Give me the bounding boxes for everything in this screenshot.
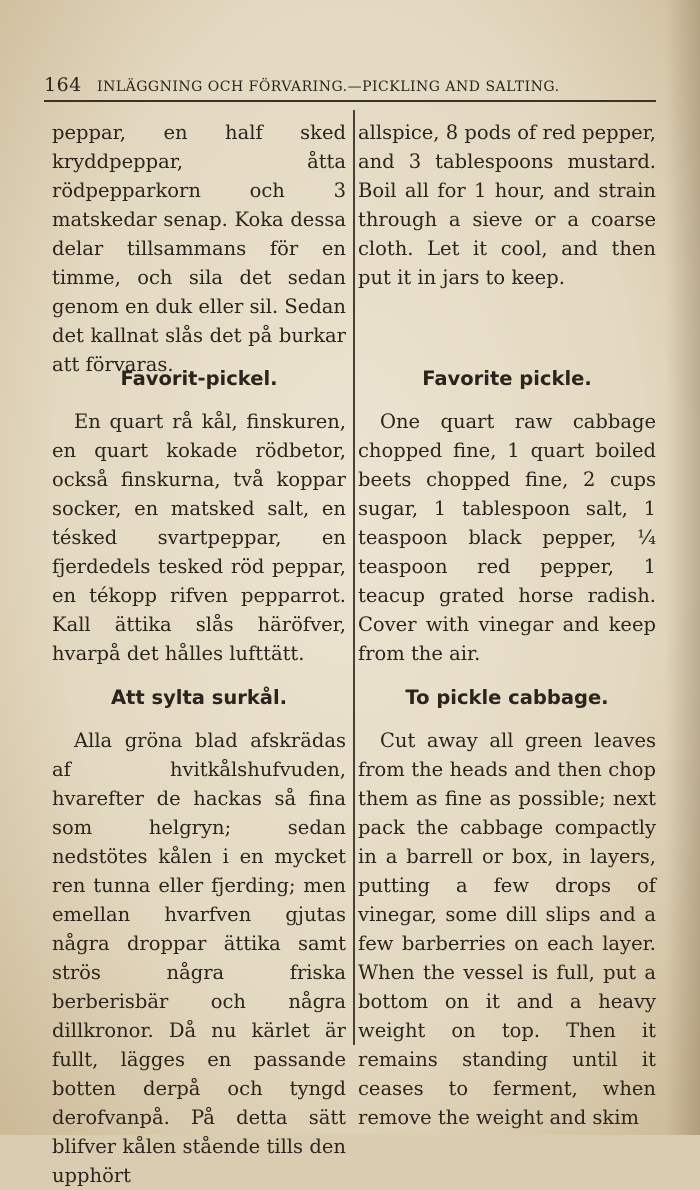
right-heading-favorite-pickle: Favorite pickle. (422, 367, 592, 390)
running-title: INLÄGGNING OCH FÖRVARING.—PICKLING AND SALTING. (97, 79, 560, 95)
english-column (358, 118, 656, 1132)
left-heading-favorit-pickel: Favorit-pickel. (120, 367, 278, 390)
page-edge-shadow (666, 0, 700, 1135)
header-rule (44, 100, 656, 102)
left-heading-sylta-surkal: Att sylta surkål. (110, 686, 288, 709)
right-recipe-pickle-cabbage: Cut away all green leaves from the heads and then chop them as fine as possible; next pack the cabbage compactly in a barrell or box, in layers, putting a few drops of vinegar, some dill slips and a few barberries on each layer. When the vessel is full, put a bottom on it and a heavy weight on top. Then it remains standing until it ceases to ferment, when remove the weight and skim (358, 729, 656, 1129)
right-intro-paragraph: allspice, 8 pods of red pepper, and 3 tablespoons mustard. Boil all for 1 hour, and strain through a sieve or a coarse cloth. Let it cool, and then put it in jars to keep. (358, 121, 656, 289)
right-heading-pickle-cabbage: To pickle cabbage. (405, 686, 609, 709)
left-recipe-sylta-surkal: Alla gröna blad afskrädas af hvitkålshufvuden, hvarefter de hackas så fina som helgryn; sedan nedstötes kålen i en mycket ren tunna eller fjerding; men emellan hvarfven gjutas några droppar ättika samt strös några friska berberisbär och några dillkronor. Då nu kärlet är fullt, lägges en passande botten derpå och tyngd derofvanpå. På detta sätt blifver kålen stående tills den upphört (52, 729, 346, 1187)
left-intro-paragraph: peppar, en half sked kryddpeppar, åtta rödpepparkorn och 3 matskedar senap. Koka dessa delar tillsammans för en timme, och sila det sedan genom en duk eller sil. Sedan det kallnat slås det på burkar att förvaras. (52, 121, 346, 376)
left-recipe-favorit-pickel: En quart rå kål, finskuren, en quart kokade rödbetor, också finskurna, två koppar socker, en matsked salt, en tésked svartpeppar, en fjerdedels tesked röd peppar, en tékopp rifven pepparrot. Kall ättika slås häröfver, hvarpå det hålles lufttätt. (52, 410, 346, 665)
column-divider (353, 110, 355, 1045)
right-recipe-favorite-pickle: One quart raw cabbage chopped fine, 1 quart boiled beets chopped fine, 2 cups sugar, 1 tablespoon salt, 1 teaspoon black pepper, ¼ teaspoon red pepper, 1 teacup grated horse radish. Cover with vinegar and keep from the air. (358, 410, 656, 665)
swedish-column (52, 118, 346, 1190)
page-number: 164 (44, 74, 82, 96)
